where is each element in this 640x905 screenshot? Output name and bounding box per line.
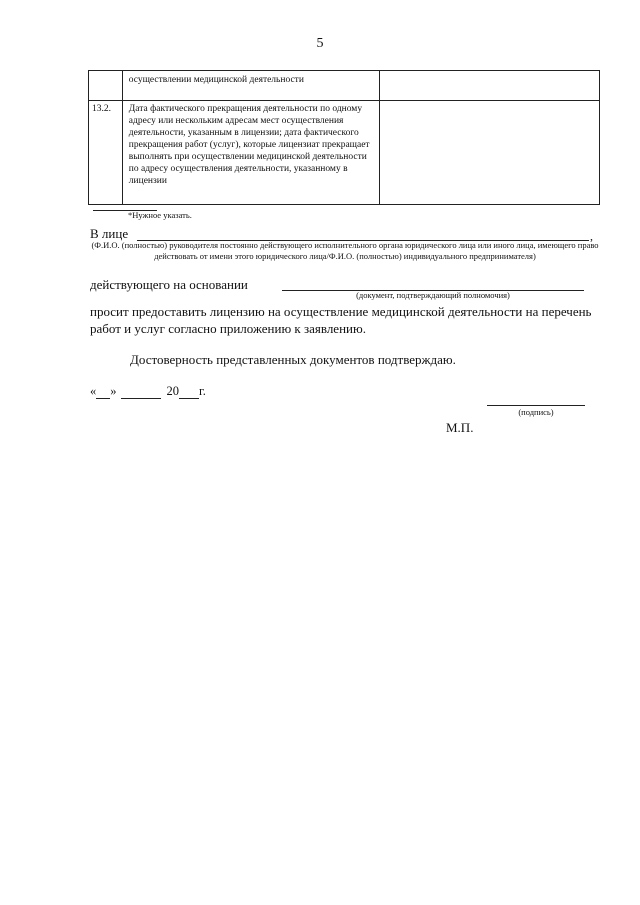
row-number-cell: 13.2.	[89, 101, 123, 205]
row-description-cell: осуществлении медицинской деятельности	[122, 71, 379, 101]
row-value-cell	[379, 71, 599, 101]
table-row-13-2	[89, 101, 600, 205]
date-close-quote: »	[110, 384, 117, 398]
stamp-label: М.П.	[446, 420, 474, 435]
signature-caption: (подпись)	[518, 407, 554, 417]
date-field	[90, 384, 206, 399]
row-description-cell: Дата фактического прекращения деятельности по одному адресу или нескольким адресам мест осуществления деятельности, указанным в лицензии; дата фактического прекращения работ (услуг), которые лицензиат прекращает выполнять при осуществлении медицинской деятельности по адресу осуществления деятельности, указанному в лицензии	[122, 101, 379, 205]
table-row-continuation	[89, 71, 600, 101]
footnote: *Нужное указать.	[128, 210, 192, 220]
date-open-quote: «	[90, 384, 97, 398]
basis-label: действующего на основании	[90, 277, 248, 292]
page-number: 5	[316, 36, 324, 51]
signature-line	[487, 405, 585, 406]
basis-caption: (документ, подтверждающий полномочия)	[356, 290, 510, 300]
row-number-cell	[89, 71, 123, 101]
date-year-prefix: 20	[166, 384, 179, 398]
in-person-label: В лице	[90, 226, 129, 241]
date-day-blank	[96, 386, 110, 399]
in-person-caption: (Ф.И.О. (полностью) руководителя постоянно действующего исполнительного органа юридического лица или иного лица, имеющего право действовать от имени этого юридического лица/Ф.И.О. (полностью) индивидуального предпринимателя)	[91, 240, 599, 261]
date-year-suffix: г.	[199, 384, 206, 398]
in-person-comma: ,	[590, 229, 593, 243]
date-year-blank	[179, 386, 199, 399]
row-value-cell	[379, 101, 599, 205]
confirmation-text: Достоверность представленных документов подтверждаю.	[130, 352, 456, 367]
license-details-table	[88, 70, 600, 205]
request-text: просит предоставить лицензию на осуществление медицинской деятельности на перечень работ и услуг согласно приложению к заявлению.	[90, 304, 592, 336]
date-month-blank	[121, 386, 161, 399]
